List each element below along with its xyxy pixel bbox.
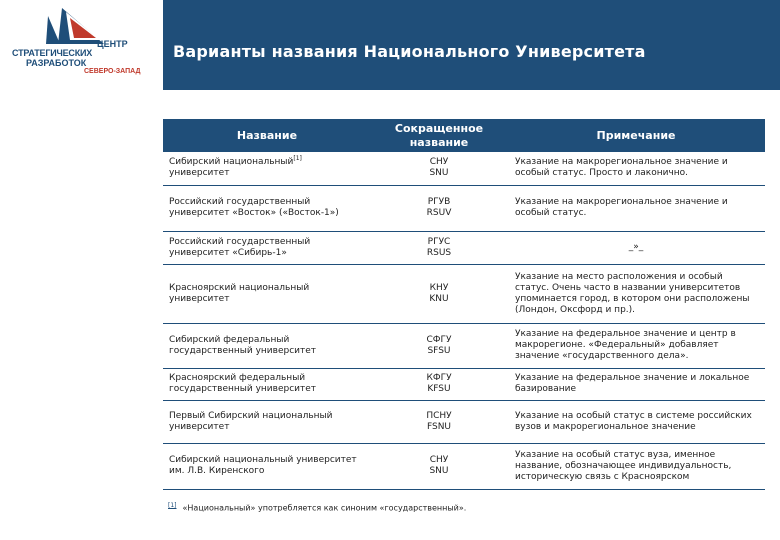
logo-sail-icon [0,0,163,90]
abbr-ru: СНУ [429,157,449,168]
cell-abbr [371,152,507,185]
logo-text-center: ЦЕНТР [97,39,128,49]
cell-name: Красноярский национальный университет [163,264,371,323]
abbr-ru: РГУВ [427,197,451,207]
cell-note: Указание на федеральное значение и локальное базирование [507,368,765,400]
cell-abbr [371,231,507,264]
abbr-ru: КНУ [429,282,449,293]
names-table [163,119,765,490]
logo-text-strategic: СТРАТЕГИЧЕСКИХ [12,48,93,58]
cell-abbr [371,400,507,443]
cell-name: Российский государственный университет «Восток» («Восток-1») [163,185,371,231]
name-text: Сибирский национальный [169,157,294,168]
cell-note: Указание на макрорегиональное значение и особый статус. [507,185,765,231]
table-row [163,185,765,231]
cell-abbr [371,185,507,231]
cell-note: Указание на особый статус вуза, именное название, обозначающее индивидуальность, историческую связь с Красноярском [507,443,765,489]
table-row [163,368,765,400]
abbr-en: FSNU [426,421,452,432]
footnote-ref[interactable]: [1] [293,155,302,163]
abbr-ru: РГУС [427,236,451,247]
abbr-ru: СНУ [429,455,449,465]
cell-note: Указание на место расположения и особый статус. Очень часто в названии университетов упоминается город, в котором они расположены (Лондон, Оксфорд и пр.). [507,264,765,323]
table-row [163,443,765,489]
table-row [163,400,765,443]
cell-name: Сибирский федеральный государственный университет [163,323,371,368]
page-title: Варианты названия Национального Университета [173,42,646,61]
abbr-ru: СФГУ [426,334,452,345]
footnote-text: «Национальный» употребляется как синоним «государственный». [182,503,467,513]
abbr-en: SNU [429,168,449,179]
table-header-row [163,119,765,152]
abbr-en: RSUS [426,247,452,258]
name-text-line2: университет [169,168,230,179]
logo-text-northwest: СЕВЕРО-ЗАПАД [84,68,141,75]
logo-text-developments: РАЗРАБОТОК [26,58,87,68]
footnote [168,502,466,513]
table-row [163,231,765,264]
table-row [163,152,765,185]
abbr-ru: КФГУ [426,373,452,383]
cell-abbr [371,323,507,368]
cell-abbr [371,443,507,489]
cell-note: _»_ [507,231,765,264]
table-row [163,323,765,368]
cell-name: Красноярский федеральный государственный университет [163,368,371,400]
column-header-name: Название [163,119,371,152]
footnote-mark[interactable]: [1] [168,502,177,509]
cell-name: Российский государственный университет «Сибирь-1» [163,231,371,264]
abbr-en: RSUV [426,208,452,218]
abbr-en: SNU [429,466,449,476]
cell-name: Сибирский национальный университет им. Л.В. Киренского [163,443,371,489]
title-bar [163,0,780,90]
column-header-note: Примечание [507,119,765,152]
header [0,0,780,90]
logo [0,0,163,90]
table-row [163,264,765,323]
cell-name [163,152,371,185]
abbr-ru: ПСНУ [426,410,452,421]
cell-note: Указание на особый статус в системе российских вузов и макрорегиональное значение [507,400,765,443]
abbr-en: SFSU [427,345,451,356]
cell-name: Первый Сибирский национальный университет [163,400,371,443]
cell-note: Указание на федеральное значение и центр в макрорегионе. «Федеральный» добавляет значение «государственного дела». [507,323,765,368]
cell-abbr [371,368,507,400]
cell-note: Указание на макрорегиональное значение и особый статус. Просто и лаконично. [507,152,765,185]
abbr-en: KNU [429,293,449,304]
abbr-en: KFSU [427,384,451,394]
column-header-abbr: Сокращенное название [371,119,507,152]
cell-abbr [371,264,507,323]
